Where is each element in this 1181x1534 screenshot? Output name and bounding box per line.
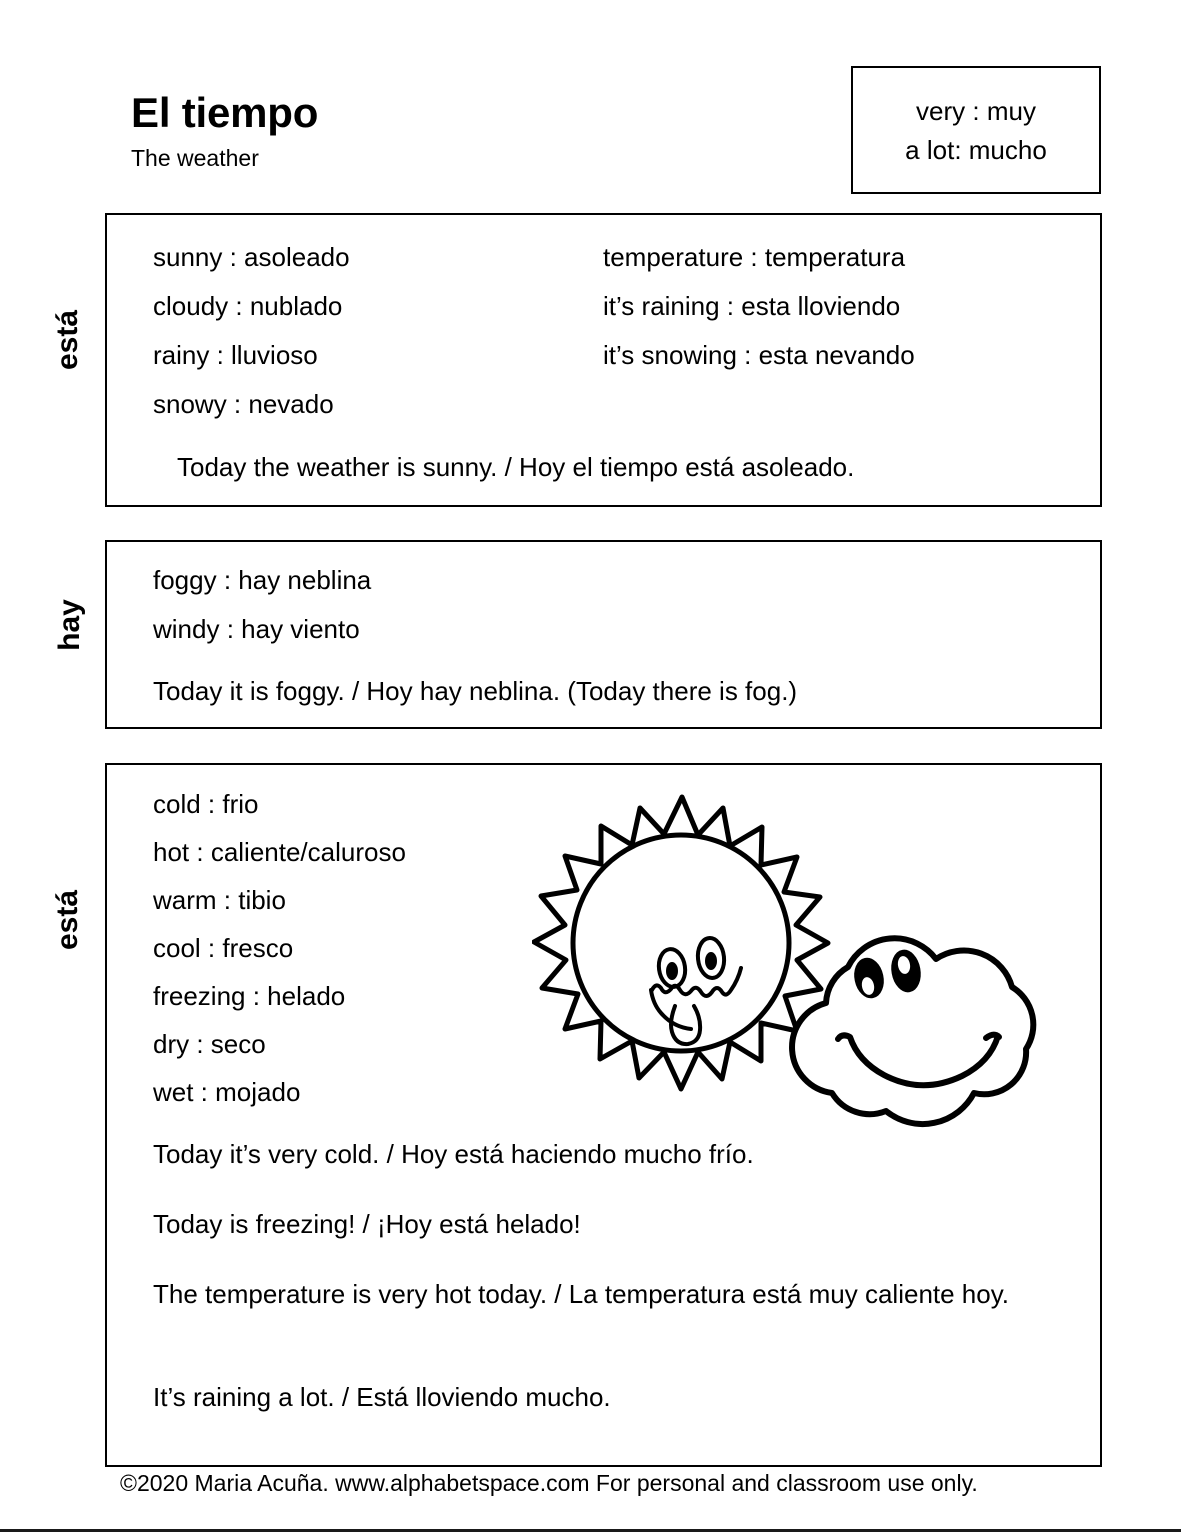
example-sentence: The temperature is very hot today. / La temperatura está muy caliente hoy. (153, 1279, 1010, 1309)
example-sentence: Today the weather is sunny. / Hoy el tiempo está asoleado. (177, 452, 855, 482)
section-side-label-esta-1: está (51, 309, 84, 371)
vocab-item: temperature : temperatura (603, 242, 906, 272)
example-sentence: Today is freezing! / ¡Hoy está helado! (153, 1209, 581, 1239)
section-esta-weather (105, 213, 1102, 507)
vocab-item: foggy : hay neblina (153, 565, 372, 595)
vocab-item: cool : fresco (153, 933, 294, 963)
section-side-label-hay: hay (53, 599, 86, 651)
vocab-item: dry : seco (153, 1029, 266, 1059)
section-side-label-esta-2: está (51, 889, 84, 951)
hint-line-very: very : muy (916, 95, 1036, 126)
vocab-item: snowy : nevado (153, 389, 334, 419)
example-sentence: Today it is foggy. / Hoy hay neblina. (Today there is fog.) (153, 676, 798, 706)
vocab-item: it’s raining : esta lloviendo (603, 291, 901, 321)
example-sentence: Today it’s very cold. / Hoy está haciendo mucho frío. (153, 1139, 754, 1169)
page-subtitle: The weather (131, 145, 259, 171)
example-sentence: It’s raining a lot. / Está lloviendo mucho. (153, 1382, 611, 1412)
vocab-item: sunny : asoleado (153, 242, 350, 272)
vocab-item: hot : caliente/caluroso (153, 837, 406, 867)
section-esta-temperature (105, 763, 1102, 1467)
sun-icon (534, 797, 828, 1089)
vocab-item: windy : hay viento (153, 614, 360, 644)
hint-line-a-lot: a lot: mucho (905, 134, 1047, 165)
title-block (131, 89, 319, 171)
footer-copyright: ©2020 Maria Acuña. www.alphabetspace.com For personal and classroom use only. (120, 1470, 978, 1496)
vocab-item: freezing : helado (153, 981, 346, 1011)
vocab-item: rainy : lluvioso (153, 340, 318, 370)
page-header (0, 0, 1181, 205)
weather-illustration (532, 775, 1097, 1155)
vocab-item: it’s snowing : esta nevando (603, 340, 915, 370)
cloud-icon (792, 938, 1033, 1124)
vocab-item: wet : mojado (153, 1077, 301, 1107)
hint-box (851, 66, 1101, 194)
vocab-item: cloudy : nublado (153, 291, 343, 321)
page-title: El tiempo (131, 89, 319, 136)
vocab-item: warm : tibio (153, 885, 286, 915)
cloud-face-icon (838, 949, 999, 1085)
section-hay-weather (105, 540, 1102, 729)
vocab-item: cold : frio (153, 789, 259, 819)
sun-face-icon (651, 937, 741, 1044)
page-bottom-rule (0, 1529, 1181, 1532)
